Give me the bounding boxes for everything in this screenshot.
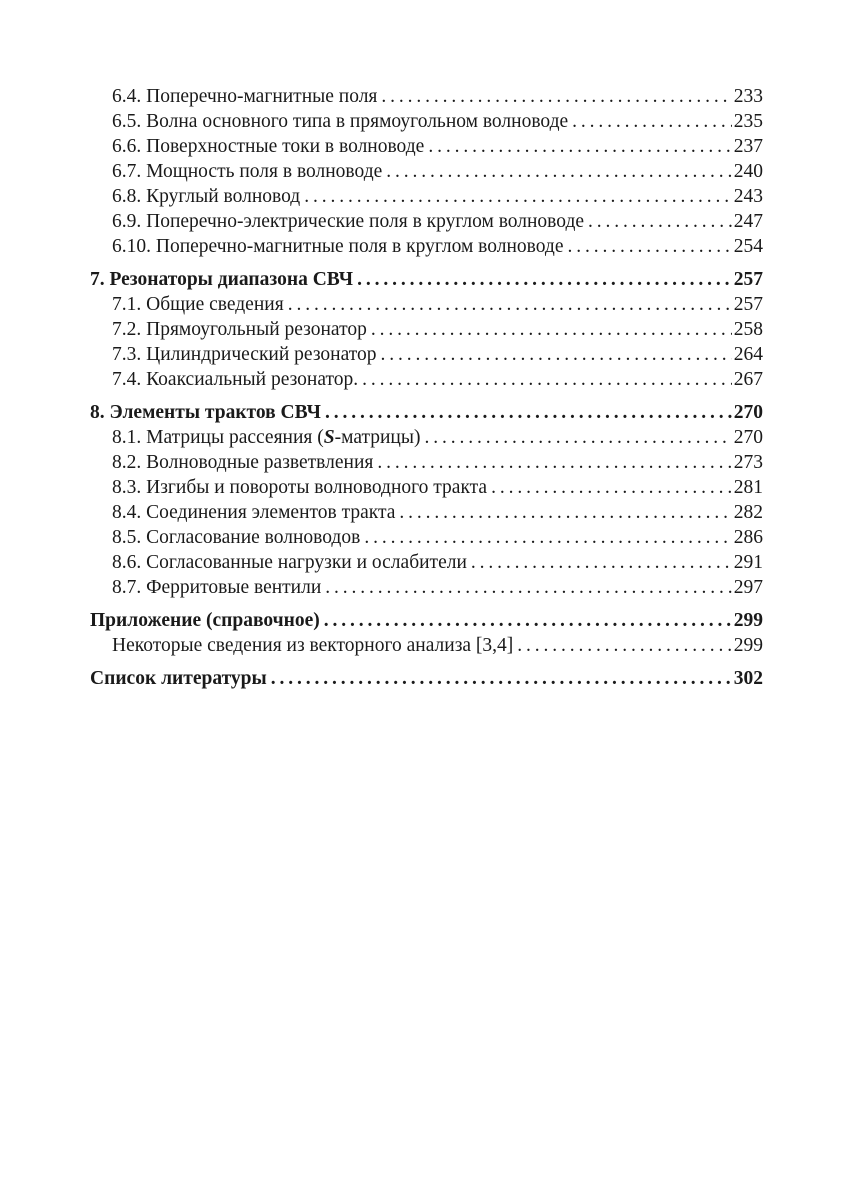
toc-entry [90,475,763,500]
dot-leader [325,400,732,425]
dot-leader [288,292,732,317]
toc-entry-page: 247 [733,211,763,232]
dot-leader [381,342,732,367]
toc-entry-title [112,425,420,450]
toc-entry [90,134,763,159]
toc-entry-page: 273 [733,452,763,473]
toc-entry-page: 254 [733,236,763,257]
toc-entry-title: 7.1. Общие сведения [112,294,284,315]
dot-leader [428,134,731,159]
toc-entry-page: 286 [733,527,763,548]
toc-entry-title: 6.6. Поверхностные токи в волноводе [112,136,425,157]
toc-entry-title: 8.6. Согласованные нагрузки и ослабители [112,552,467,573]
toc-entry-page: 257 [733,294,763,315]
toc-entry-title: 6.9. Поперечно-электрические поля в круглом волноводе [112,211,585,232]
toc-entry-page: 297 [733,577,763,598]
toc-entry-page: 237 [733,136,763,157]
toc-entry-title: 8.7. Ферритовые вентили [112,577,322,598]
dot-leader [399,500,731,525]
toc-chapter-page: 299 [733,610,763,631]
toc-entry [90,550,763,575]
dot-leader [304,184,732,209]
toc-chapter [90,666,763,691]
dot-leader [324,608,732,633]
dot-leader [271,666,732,691]
toc-entry [90,500,763,525]
toc-entry [90,184,763,209]
toc-entry [90,425,763,450]
dot-leader [471,550,732,575]
toc-entry-title: 7.4. Коаксиальный резонатор. [112,369,359,390]
toc-entry [90,209,763,234]
toc-entry [90,317,763,342]
dot-leader [424,425,731,450]
toc-entry-page: 243 [733,186,763,207]
toc-entry-title: 8.2. Волноводные разветвления [112,452,374,473]
toc-entry [90,575,763,600]
dot-leader [517,633,731,658]
toc-entry [90,292,763,317]
toc-entry-title: 7.3. Цилиндрический резонатор [112,344,377,365]
toc-entry-page: 282 [733,502,763,523]
toc-entry-title-suffix: -матрицы) [334,427,421,448]
toc-chapter [90,267,763,292]
toc-entry [90,633,763,658]
toc-entry [90,109,763,134]
toc-entry-title: Некоторые сведения из векторного анализа [3,4] [112,635,514,656]
toc-entry-title: 7.2. Прямоугольный резонатор [112,319,367,340]
toc-entry-page: 270 [733,427,763,448]
toc-entry-page: 233 [733,86,763,107]
table-of-contents [90,84,763,691]
toc-entry [90,525,763,550]
toc-chapter-title: Список литературы [90,668,267,689]
toc-entry [90,84,763,109]
toc-entry-page: 240 [733,161,763,182]
toc-chapter-page: 270 [733,402,763,423]
toc-chapter-page: 257 [733,269,763,290]
dot-leader [357,267,732,292]
toc-entry [90,342,763,367]
toc-entry-title: 6.4. Поперечно-магнитные поля [112,86,378,107]
dot-leader [386,159,731,184]
toc-entry-page: 235 [733,111,763,132]
dot-leader [362,367,732,392]
toc-entry-title: 6.10. Поперечно-магнитные поля в круглом волноводе [112,236,564,257]
dot-leader [381,84,731,109]
toc-entry-page: 264 [733,344,763,365]
toc-entry [90,450,763,475]
dot-leader [572,109,732,134]
s-matrix-symbol: S [323,427,335,448]
toc-entry-title: 6.5. Волна основного типа в прямоугольном волноводе [112,111,569,132]
toc-entry-title: 8.5. Согласование волноводов [112,527,361,548]
toc-chapter-title: Приложение (справочное) [90,610,320,631]
toc-entry-title: 6.7. Мощность поля в волноводе [112,161,383,182]
toc-entry [90,234,763,259]
dot-leader [588,209,732,234]
toc-chapter-page: 302 [733,668,763,689]
dot-leader [377,450,731,475]
toc-entry-title: 6.8. Круглый волновод [112,186,301,207]
dot-leader [567,234,731,259]
toc-entry [90,367,763,392]
toc-entry-title-prefix: 8.1. Матрицы рассеяния ( [112,427,324,448]
dot-leader [491,475,732,500]
toc-entry-page: 258 [733,319,763,340]
toc-entry [90,159,763,184]
toc-chapter-title: 7. Резонаторы диапазона СВЧ [90,269,354,290]
toc-entry-page: 299 [733,635,763,656]
dot-leader [364,525,731,550]
toc-entry-page: 267 [733,369,763,390]
dot-leader [371,317,732,342]
toc-chapter [90,608,763,633]
toc-chapter [90,400,763,425]
dot-leader [325,575,731,600]
toc-entry-title: 8.3. Изгибы и повороты волноводного тракта [112,477,488,498]
toc-entry-page: 291 [733,552,763,573]
toc-entry-title: 8.4. Соединения элементов тракта [112,502,396,523]
toc-entry-page: 281 [733,477,763,498]
toc-chapter-title: 8. Элементы трактов СВЧ [90,402,321,423]
